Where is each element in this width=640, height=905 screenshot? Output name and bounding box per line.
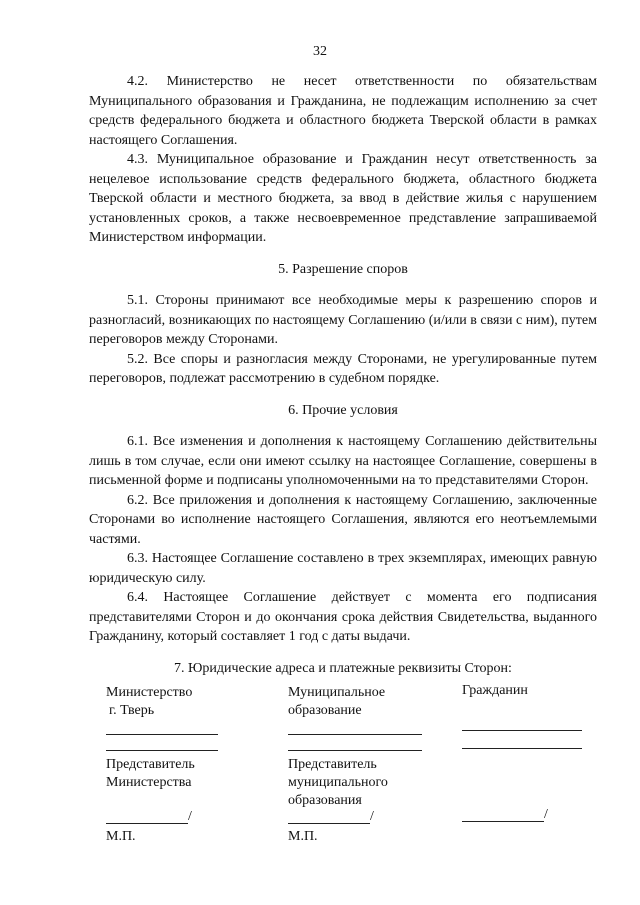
paragraph-6-1: 6.1. Все изменения и дополнения к настоящему Соглашению действительны лишь в том случае, если они имеют ссылку на настоящее Соглашение, совершены в письменной форме и подписаны уполномоченными на то представителями Сторон. xyxy=(89,434,597,488)
municipality-requisites-line-1 xyxy=(288,734,422,735)
party-municipality-line1: Муниципальное xyxy=(288,685,386,700)
paragraph-5-1: 5.1. Стороны принимают все необходимые меры к разрешению споров и разногласий, возникающих по настоящему Соглашению (и/или в связи с ним), путем переговоров между Сторонами. xyxy=(89,293,597,347)
ministry-requisites-line-1 xyxy=(106,734,218,735)
ministry-signature-slash: / xyxy=(188,809,192,824)
party-citizen-name: Гражданин xyxy=(462,683,528,698)
municipality-seal-label: М.П. xyxy=(288,829,318,844)
ministry-representative xyxy=(106,756,195,792)
ministry-rep-line2: Министерства xyxy=(106,775,192,790)
municipality-signature-line xyxy=(288,823,370,824)
party-municipality-line2: образование xyxy=(288,703,362,718)
paragraph-6-4: 6.4. Настоящее Соглашение действует с момента его подписания представителями Сторон и до окончания срока действия Свидетельства, выданного Гражданину, который составляет 1 год с даты выдачи. xyxy=(89,590,597,644)
municipality-rep-line2: муниципального xyxy=(288,775,388,790)
document-body xyxy=(89,72,597,678)
page-number: 32 xyxy=(313,44,327,59)
municipality-rep-line1: Представитель xyxy=(288,757,377,772)
citizen-signature-slash: / xyxy=(544,807,548,822)
municipality-requisites-line-2 xyxy=(288,750,422,751)
paragraph-4-2: 4.2. Министерство не несет ответственности по обязательствам Муниципального образования и Гражданина, не подлежащим исполнению за счет средств федерального бюджета и областного бюджета Тверской области в рамках настоящего Соглашения. xyxy=(89,74,597,148)
paragraph-4-3: 4.3. Муниципальное образование и Гражданин несут ответственность за нецелевое использование средств федерального бюджета, областного бюджета Тверской области и местного бюджета, за ввод в действие жилья с нарушением установленных сроков, а также несвоевременное представление запрашиваемой Министерством информации. xyxy=(89,152,597,245)
ministry-rep-line1: Представитель xyxy=(106,757,195,772)
citizen-requisites-line-2 xyxy=(462,748,582,749)
municipality-signature-slash: / xyxy=(370,809,374,824)
party-ministry-city: г. Тверь xyxy=(109,703,155,718)
citizen-signature-line xyxy=(462,821,544,822)
section-7-heading: 7. Юридические адреса и платежные реквизиты Сторон: xyxy=(174,660,512,676)
paragraph-6-2: 6.2. Все приложения и дополнения к настоящему Соглашению, заключенные Сторонами во исполнение настоящего Соглашения, являются его неотъемлемыми частями. xyxy=(89,492,597,547)
section-6-heading: 6. Прочие условия xyxy=(288,402,398,418)
ministry-seal-label: М.П. xyxy=(106,829,136,844)
party-ministry-name: Министерство xyxy=(106,685,193,700)
ministry-requisites-line-2 xyxy=(106,750,218,751)
municipality-rep-line3: образования xyxy=(288,793,362,808)
party-municipality xyxy=(288,684,385,720)
section-5-heading: 5. Разрешение споров xyxy=(278,261,408,277)
ministry-signature-line xyxy=(106,823,188,824)
citizen-requisites-line-1 xyxy=(462,730,582,731)
party-citizen xyxy=(462,682,528,700)
paragraph-6-3: 6.3. Настоящее Соглашение составлено в трех экземплярах, имеющих равную юридическую силу. xyxy=(89,551,597,586)
paragraph-5-2: 5.2. Все споры и разногласия между Сторонами, не урегулированные путем переговоров, подлежат рассмотрению в судебном порядке. xyxy=(89,351,597,386)
party-ministry xyxy=(106,684,192,720)
municipality-representative xyxy=(288,756,388,810)
